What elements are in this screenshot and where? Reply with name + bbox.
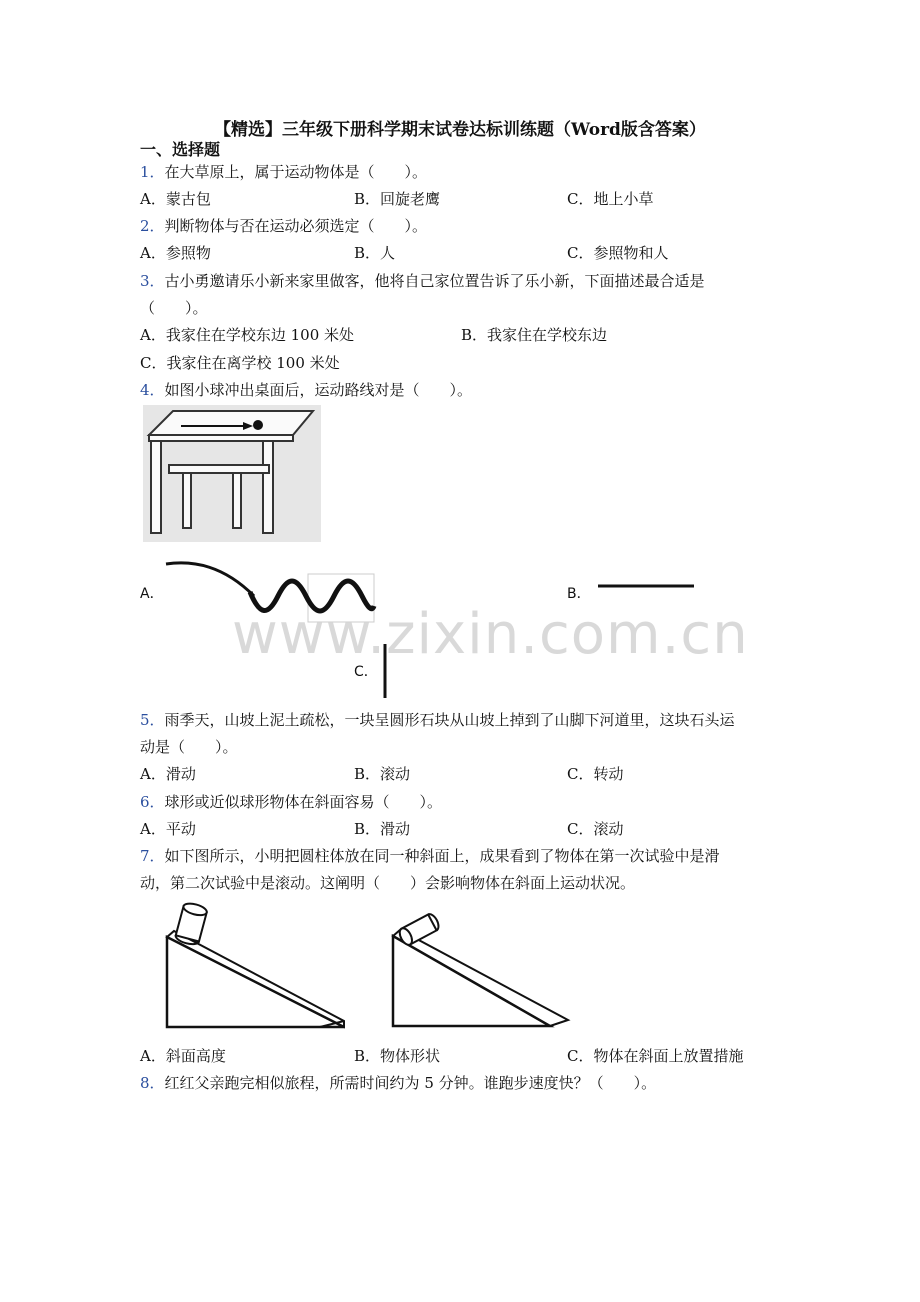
option-b[interactable]: B．	[567, 586, 591, 602]
option-c[interactable]: C．我家住在离学校 100 米处	[140, 354, 340, 372]
question-7	[140, 845, 720, 866]
option-a[interactable]: A．斜面高度	[140, 1047, 226, 1065]
straight-line-path-figure	[598, 583, 696, 589]
question-5	[140, 709, 735, 730]
question-text: 在大草原上，属于运动物体是（ ）。	[164, 163, 428, 181]
question-7-continued: 动，第二次试验中是滚动。这阐明（ ）会影响物体在斜面上运动状况。	[140, 874, 636, 892]
question-number: 7．	[140, 847, 165, 865]
option-a[interactable]: A．平动	[140, 820, 196, 838]
option-a[interactable]: A．参照物	[140, 244, 211, 262]
question-number: 8．	[140, 1074, 165, 1092]
option-a[interactable]: A．滑动	[140, 765, 196, 783]
option-b[interactable]: B．人	[354, 244, 396, 262]
option-c[interactable]: C．物体在斜面上放置措施	[567, 1047, 744, 1065]
option-b[interactable]: B．滑动	[354, 820, 411, 838]
question-4	[140, 379, 472, 400]
question-number: 4．	[140, 381, 165, 399]
option-c[interactable]: C．转动	[567, 765, 624, 783]
option-c[interactable]: C．滚动	[567, 820, 624, 838]
option-b[interactable]: B．回旋老鹰	[354, 190, 441, 208]
question-text: 球形或近似球形物体在斜面容易（ ）。	[164, 793, 443, 811]
option-a[interactable]: A．我家住在学校东边 100 米处	[140, 326, 355, 344]
question-text: 古小勇邀请乐小新来家里做客，他将自己家位置告诉了乐小新，下面描述最合适是	[164, 272, 705, 290]
question-number: 3．	[140, 272, 165, 290]
question-2	[140, 215, 427, 236]
question-8	[140, 1072, 656, 1093]
option-a[interactable]: A．蒙古包	[140, 190, 211, 208]
option-c[interactable]: C．	[354, 664, 378, 680]
option-a[interactable]: A．	[140, 586, 164, 602]
question-number: 2．	[140, 217, 165, 235]
option-b[interactable]: B．滚动	[354, 765, 411, 783]
question-text: 红红父亲跑完相似旅程，所需时间约为 5 分钟。谁跑步速度快？（ ）。	[164, 1074, 657, 1092]
question-1	[140, 161, 427, 182]
option-c[interactable]: C．地上小草	[567, 190, 654, 208]
question-number: 6．	[140, 793, 165, 811]
question-5-continued: 动是（ ）。	[140, 738, 238, 756]
question-6	[140, 791, 442, 812]
question-text: 如图小球冲出桌面后，运动路线对是（ ）。	[164, 381, 473, 399]
question-number: 1．	[140, 163, 165, 181]
question-text: 判断物体与否在运动必须选定（ ）。	[164, 217, 428, 235]
question-number: 5．	[140, 711, 165, 729]
option-b[interactable]: B．我家住在学校东边	[461, 326, 608, 344]
watermark: www.zixin.com.cn	[232, 602, 749, 667]
question-text: 雨季天，山坡上泥土疏松，一块呈圆形石块从山坡上掉到了山脚下河道里，这块石头运	[164, 711, 735, 729]
option-c[interactable]: C．参照物和人	[567, 244, 669, 262]
question-3-continued: （ ）。	[140, 299, 208, 317]
table-ball-figure	[143, 405, 321, 542]
incline-upright-cylinder-figure	[160, 903, 350, 1031]
question-text: 如下图所示，小明把圆柱体放在同一种斜面上，成果看到了物体在第一次试验中是滑	[164, 847, 720, 865]
question-3	[140, 270, 705, 291]
page-title: 【精选】三年级下册科学期末试卷达标训练题（Word版含答案）	[214, 120, 706, 140]
option-b[interactable]: B．物体形状	[354, 1047, 441, 1065]
incline-lying-cylinder-figure	[388, 908, 578, 1030]
section-heading: 一、选择题	[140, 140, 221, 159]
